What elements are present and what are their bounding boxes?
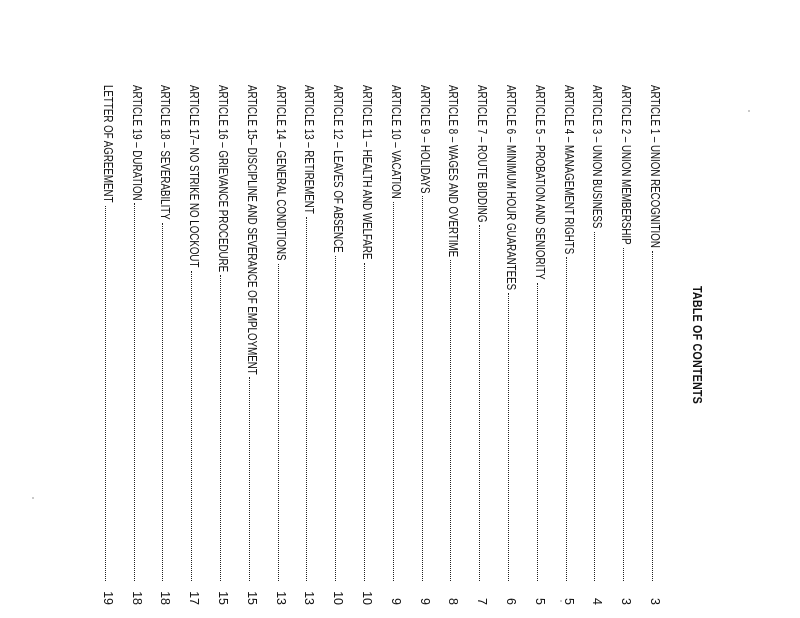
toc-entry-label: ARTICLE 7 – ROUTE BIDDING — [475, 85, 490, 223]
toc-entry-label: ARTICLE 8 – WAGES AND OVERTIME — [446, 85, 461, 258]
toc-dot-leader — [450, 260, 451, 581]
toc-entry-page-number: 17 — [187, 591, 202, 605]
toc-entry-label: ARTICLE 15– DISCIPLINE AND SEVERANCE OF EMPLOYMENT — [244, 85, 259, 375]
toc-entry-page-number: 19 — [100, 591, 115, 605]
toc-entry-label: ARTICLE 1 – UNION RECOGNITION — [648, 85, 662, 248]
toc-entry-page-number: 15 — [216, 591, 230, 605]
toc-dot-leader — [537, 283, 538, 581]
toc-dot-leader — [249, 377, 250, 581]
toc-dot-leader — [508, 293, 509, 581]
toc-entry-label: ARTICLE 14 – GENERAL CONDITIONS — [273, 85, 288, 261]
toc-entry — [590, 85, 612, 605]
toc-entry-page-number: 4 — [590, 598, 605, 605]
toc-entry-label: ARTICLE 6 – MINIMUM HOUR GUARANTEES — [504, 85, 518, 291]
toc-entry-page-number: 9 — [417, 598, 432, 605]
toc-title: TABLE OF CONTENTS — [690, 285, 704, 404]
toc-entry-label: ARTICLE 10 – VACATION — [388, 85, 403, 199]
toc-entry-page-number: 3 — [648, 598, 662, 605]
toc-dot-leader — [594, 232, 595, 581]
toc-entry — [504, 85, 526, 605]
scan-speck — [560, 600, 562, 602]
toc-entry-label: ARTICLE 18 – SEVERABILITY — [158, 85, 173, 220]
toc-entry-label: ARTICLE 17– NO STRIKE NO LOCKOUT — [187, 85, 202, 268]
toc-entry — [562, 85, 584, 605]
toc-entry — [648, 85, 670, 605]
toc-entry — [331, 85, 353, 605]
toc-entry — [360, 85, 382, 605]
toc-dot-leader — [479, 225, 480, 581]
toc-entry-label: ARTICLE 13 – RETIREMENT — [302, 85, 317, 214]
toc-entry-label: ARTICLE 19 – DURATION — [129, 85, 144, 201]
toc-dot-leader — [220, 275, 221, 581]
toc-entry-page-number: 9 — [388, 598, 403, 605]
toc-entry — [158, 85, 180, 605]
toc-entry-label: LETTER OF AGREEMENT — [100, 85, 115, 203]
toc-entry-page-number: 13 — [273, 591, 288, 605]
toc-dot-leader — [393, 202, 394, 581]
toc-entry — [418, 85, 440, 605]
toc-entry-label: ARTICLE 11 – HEALTH AND WELFARE — [360, 85, 374, 260]
toc-entry-label: ARTICLE 3 – UNION BUSINESS — [590, 85, 605, 229]
toc-entry-page-number: 5 — [561, 598, 576, 605]
toc-entry-page-number: 18 — [129, 591, 144, 605]
toc-dot-leader — [652, 251, 653, 581]
toc-dot-leader — [364, 263, 365, 581]
toc-dot-leader — [278, 264, 279, 582]
toc-entry — [533, 85, 555, 605]
toc-entry-label: ARTICLE 2 – UNION MEMBERSHIP — [619, 85, 634, 245]
toc-entry — [274, 85, 296, 605]
toc-entry-page-number: 3 — [619, 598, 634, 605]
toc-entry-page-number: 13 — [302, 591, 317, 605]
toc-dot-leader — [566, 257, 567, 581]
toc-dot-leader — [623, 248, 624, 581]
toc-entry — [101, 85, 123, 605]
toc-entry — [216, 85, 238, 605]
toc-entry — [389, 85, 411, 605]
toc-dot-leader — [134, 203, 135, 581]
toc-entry — [619, 85, 641, 605]
toc-entry-page-number: 15 — [244, 591, 259, 605]
scan-speck — [32, 497, 34, 499]
toc-dot-leader — [306, 217, 307, 581]
toc-entry-page-number: 10 — [331, 591, 346, 605]
toc-entry — [302, 85, 324, 605]
toc-dot-leader — [105, 206, 106, 581]
toc-entry-page-number: 7 — [475, 598, 490, 605]
toc-entry — [130, 85, 152, 605]
toc-entry — [187, 85, 209, 605]
toc-dot-leader — [422, 196, 423, 581]
toc-entry-page-number: 5 — [532, 598, 547, 605]
toc-entry-page-number: 6 — [504, 598, 518, 605]
toc-dot-leader — [335, 256, 336, 581]
toc-entry-label: ARTICLE 9 – HOLIDAYS — [417, 85, 432, 194]
toc-entry-label: ARTICLE 5 – PROBATION AND SENIORITY — [532, 85, 547, 280]
toc-dot-leader — [191, 271, 192, 581]
toc-entry-label: ARTICLE 4 – MANAGEMENT RIGHTS — [561, 85, 576, 255]
toc-entry-page-number: 10 — [360, 591, 374, 605]
toc-dot-leader — [162, 223, 163, 581]
toc-entry-page-number: 18 — [158, 591, 173, 605]
toc-entry-page-number: 8 — [446, 598, 461, 605]
toc-entry-label: ARTICLE 16 – GRIEVANCE PROCEDURE — [216, 85, 230, 273]
toc-sheet — [100, 85, 740, 605]
toc-entry — [245, 85, 267, 605]
scan-speck — [748, 110, 750, 112]
toc-entry — [475, 85, 497, 605]
toc-entry — [446, 85, 468, 605]
toc-entry-label: ARTICLE 12 – LEAVES OF ABSENCE — [331, 85, 346, 253]
